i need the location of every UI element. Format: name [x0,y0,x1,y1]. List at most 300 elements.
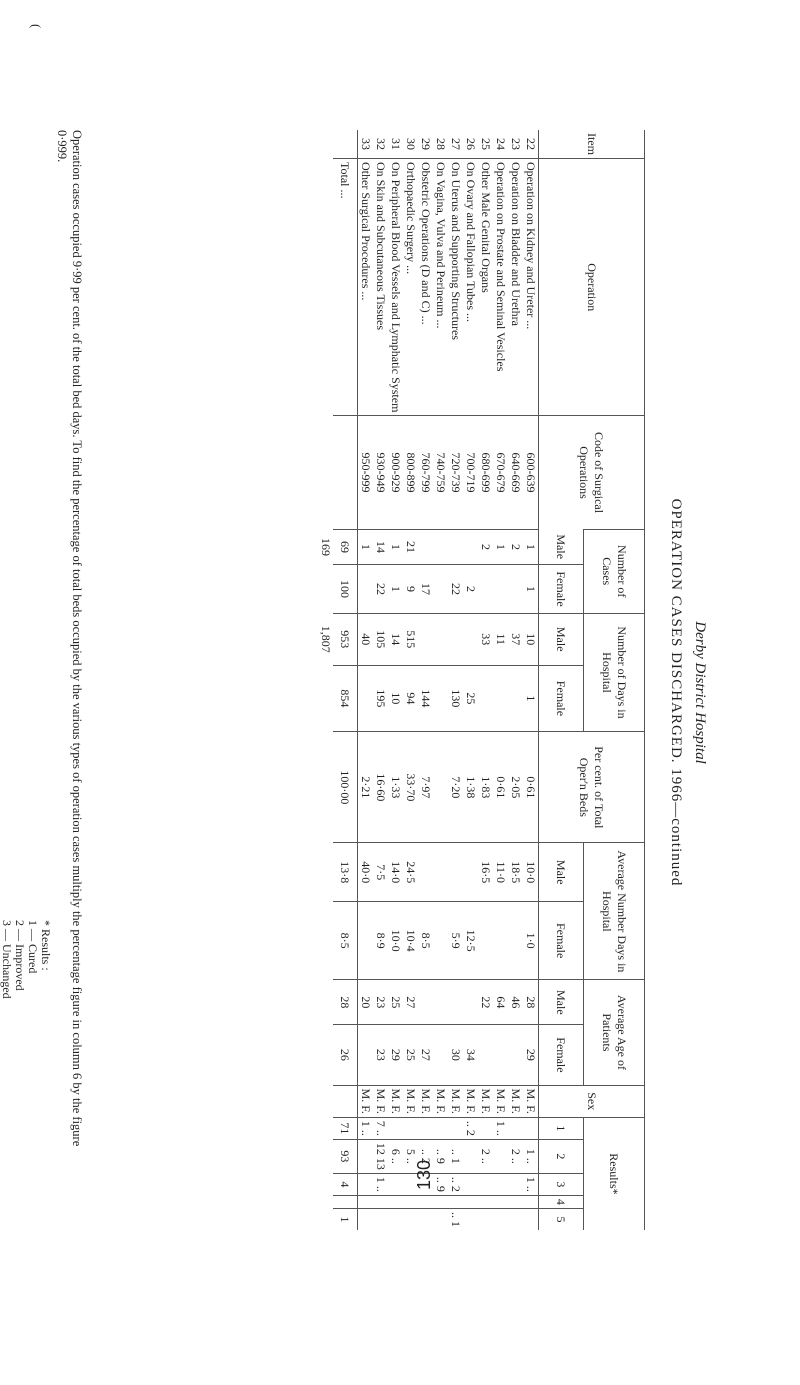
total-result-4 [333,1195,358,1208]
row-sex: M. F. [418,1085,433,1117]
row-sex: M. F. [493,1085,508,1117]
row-sex: M. F. [508,1085,523,1117]
blank-cell [318,565,333,614]
row-operation: Other Surgical Procedures ... [358,159,374,416]
row-avgdays-female: 10·4 [403,902,418,980]
header-num-days: Number of Days in Hospital [584,613,645,731]
row-cases-male [448,529,463,565]
blank-cell [318,159,333,416]
header-cases-male: Male [539,529,584,565]
row-code: 700-719 [463,416,478,529]
total-cases-female: 100 [333,565,358,614]
table-row [523,130,539,1230]
row-avgdays-female [493,902,508,980]
row-age-female [358,1025,374,1085]
row-operation: Operation on Kidney and Ureter ... [523,159,539,416]
header-num-cases: Number of Cases [584,529,645,613]
row-result-2: 6 .. [388,1139,403,1173]
row-days-male [433,613,448,665]
row-age-female: 29 [388,1025,403,1085]
row-cases-female [433,565,448,614]
row-days-male: 105 [373,613,388,665]
row-cases-female: 2 [463,565,478,614]
row-operation: On Peripheral Blood Vessels and Lymphatic System [388,159,403,416]
row-days-male: 11 [493,613,508,665]
row-avgdays-male: 7·5 [373,843,388,902]
combined-row [318,130,333,1230]
row-result-4 [403,1195,418,1208]
row-days-male [418,613,433,665]
row-cases-male: 1 [358,529,374,565]
combined-cases: 169 [319,537,333,556]
header-avgdays-female: Female [539,902,584,980]
row-age-female [508,1025,523,1085]
blank-cell [318,980,333,1025]
row-result-4 [463,1195,478,1208]
blank-cell [318,1117,333,1139]
row-pct: 1·83 [478,732,493,843]
row-pct: 0·61 [523,732,539,843]
total-result-2: 93 [333,1139,358,1173]
row-age-female [493,1025,508,1085]
legend-title: * Results : [39,920,53,971]
row-result-1: 1 .. [358,1117,374,1139]
blank-cell [318,416,333,529]
row-result-2: 1 .. [523,1139,539,1173]
row-avgdays-male: 14·0 [388,843,403,902]
total-pct: 100·00 [333,732,358,843]
row-avgdays-female: 8·9 [373,902,388,980]
row-age-male: 46 [508,980,523,1025]
row-result-5 [523,1208,539,1230]
row-code: 900-929 [388,416,403,529]
row-days-female: 144 [418,665,433,732]
row-sex: M. F. [463,1085,478,1117]
header-age-female: Female [539,1025,584,1085]
row-result-5 [373,1208,388,1230]
blank-cell [318,1085,333,1117]
row-item: 32 [374,138,388,150]
row-item: 27 [449,138,463,150]
total-item [333,130,358,159]
row-days-female: 10 [388,665,403,732]
margin-mark: ( [29,24,44,29]
row-age-male: 28 [523,980,539,1025]
row-result-2: .. 9 [433,1139,448,1173]
row-age-female: 27 [418,1025,433,1085]
row-sex: M. F. [433,1085,448,1117]
row-cases-male [433,529,448,565]
header-result-4: 4 [539,1195,584,1208]
row-cases-male [463,529,478,565]
row-code: 760-799 [418,416,433,529]
row-result-5 [403,1208,418,1230]
row-days-female [358,665,374,732]
total-days-female: 854 [333,665,358,732]
row-result-2: .. 2 [418,1139,433,1173]
row-item: 25 [479,138,493,150]
table-row [493,130,508,1230]
footnote-line-1: Operation cases occupied 9·99 per cent. of the total bed days. To find the percentage of total beds occupied by the various types of operation cases multiply the percentage figure in column 6 by the figure [70,130,84,1147]
row-pct: 7·97 [418,732,433,843]
row-avgdays-male [418,843,433,902]
page-title: OPERATION CASES DISCHARGED. 1966—continued [668,498,684,887]
row-days-female: 1 [523,665,539,732]
table-row [478,130,493,1230]
row-code: 720-739 [448,416,463,529]
header-pct-beds: Per cent. of Total Oper'n Beds [539,732,645,843]
row-pct: 1·33 [388,732,403,843]
row-item: 24 [494,138,508,150]
row-days-male: 515 [403,613,418,665]
row-result-5 [388,1208,403,1230]
row-operation: On Ovary and Fallopian Tubes ... [463,159,478,416]
row-pct: 0·61 [493,732,508,843]
row-operation: On Uterus and Supporting Structures [448,159,463,416]
row-result-4 [358,1195,374,1208]
total-days-male: 953 [333,613,358,665]
row-avgdays-female [358,902,374,980]
row-result-5 [418,1208,433,1230]
table-row [433,130,448,1230]
row-avgdays-female: 1·0 [523,902,539,980]
header-days-male: Male [539,613,584,665]
row-operation: Other Male Genital Organs [478,159,493,416]
header-results: Results* [584,1117,645,1230]
row-operation: On Vagina, Vulva and Perineum ... [433,159,448,416]
row-age-male [448,980,463,1025]
row-result-1: 7 .. [373,1117,388,1139]
row-operation: Operation on Bladder and Urethra [508,159,523,416]
row-days-male: 37 [508,613,523,665]
legend-item: 2 — Improved [13,920,27,991]
row-result-3: 1 .. [523,1173,539,1195]
row-result-1 [418,1117,433,1139]
row-code: 600-639 [523,416,539,529]
row-item: 23 [509,138,523,150]
row-age-female: 29 [523,1025,539,1085]
row-pct: 7·20 [448,732,463,843]
row-result-1 [433,1117,448,1139]
row-days-female [493,665,508,732]
total-age-female: 26 [333,1025,358,1085]
row-age-female: 34 [463,1025,478,1085]
row-operation: Obstetric Operations (D and C) ... [418,159,433,416]
row-pct: 2·21 [358,732,374,843]
row-age-male [418,980,433,1025]
row-cases-male [418,529,433,565]
row-result-4 [373,1195,388,1208]
row-days-male [463,613,478,665]
row-code: 800-899 [403,416,418,529]
table-row [373,130,388,1230]
combined-days: 1,807 [319,625,333,653]
row-avgdays-male: 16·5 [478,843,493,902]
row-cases-male: 1 [493,529,508,565]
total-age-male: 28 [333,980,358,1025]
operations-table [318,130,645,1230]
row-cases-female [358,565,374,614]
blank-cell [318,1025,333,1085]
row-avgdays-male: 11·0 [493,843,508,902]
row-avgdays-female: 10·0 [388,902,403,980]
row-result-2: 5 .. [403,1139,418,1173]
row-code: 950-999 [358,416,374,529]
row-avgdays-female [433,902,448,980]
row-result-4 [478,1195,493,1208]
blank-cell [318,1208,333,1230]
header-avg-days: Average Number Days in Hospital [584,843,645,980]
row-result-3: .. 9 [433,1173,448,1195]
header-result-1: 1 [539,1117,584,1139]
row-result-5 [478,1208,493,1230]
row-age-male: 22 [478,980,493,1025]
row-cases-male: 14 [373,529,388,565]
header-age-male: Male [539,980,584,1025]
total-sex [333,1085,358,1117]
row-age-female: 25 [403,1025,418,1085]
running-header: Derby District Hospital [692,621,708,764]
results-legend [0,920,52,1031]
row-result-2: .. 1 [448,1139,463,1173]
row-result-1 [448,1117,463,1139]
row-avgdays-male: 24·5 [403,843,418,902]
row-pct: 33·70 [403,732,418,843]
row-cases-female [478,565,493,614]
header-item: Item [539,130,645,159]
row-days-female: 130 [448,665,463,732]
row-sex: M. F. [388,1085,403,1117]
row-sex: M. F. [523,1085,539,1117]
row-result-1 [403,1117,418,1139]
row-age-male [463,980,478,1025]
header-avg-age: Average Age of Patients [584,980,645,1085]
blank-cell [318,732,333,843]
header-days-female: Female [539,665,584,732]
row-pct: 2·05 [508,732,523,843]
row-result-2: 2 .. [478,1139,493,1173]
row-result-2: 2 .. [508,1139,523,1173]
legend-item: 1 — Cured [26,920,40,974]
row-result-4 [388,1195,403,1208]
row-avgdays-male [448,843,463,902]
row-cases-female: 1 [523,565,539,614]
total-row [333,130,358,1230]
row-result-4 [523,1195,539,1208]
row-days-male: 33 [478,613,493,665]
row-sex: M. F. [403,1085,418,1117]
blank-cell [318,902,333,980]
row-result-5 [433,1208,448,1230]
row-result-1 [508,1117,523,1139]
row-age-male: 64 [493,980,508,1025]
row-days-female: 195 [373,665,388,732]
row-result-5 [358,1208,374,1230]
row-result-3: .. 2 [448,1173,463,1195]
table-body [318,130,539,1230]
row-cases-female: 22 [448,565,463,614]
row-result-1 [478,1117,493,1139]
blank-cell [318,665,333,732]
row-item: 33 [359,138,373,150]
row-result-4 [448,1195,463,1208]
row-result-5 [508,1208,523,1230]
row-result-3 [493,1173,508,1195]
row-result-2 [463,1139,478,1173]
row-avgdays-male: 18·5 [508,843,523,902]
header-result-5: 5 [539,1208,584,1230]
total-result-5: 1 [333,1208,358,1230]
row-item: 28 [434,138,448,150]
table-row [418,130,433,1230]
row-cases-female [493,565,508,614]
row-result-2 [358,1139,374,1173]
row-avgdays-male: 40·0 [358,843,374,902]
blank-cell [318,843,333,902]
row-result-1 [388,1117,403,1139]
row-age-male: 27 [403,980,418,1025]
row-days-female [478,665,493,732]
row-result-1: 1 .. [493,1117,508,1139]
row-avgdays-female [508,902,523,980]
row-avgdays-male [463,843,478,902]
row-result-3 [358,1173,374,1195]
row-days-female: 25 [463,665,478,732]
header-cases-female: Female [539,565,584,614]
row-age-male [433,980,448,1025]
row-result-5 [493,1208,508,1230]
row-cases-male: 2 [508,529,523,565]
row-result-1: .. 2 [463,1117,478,1139]
row-avgdays-female: 12·5 [463,902,478,980]
row-code: 640-669 [508,416,523,529]
row-result-4 [508,1195,523,1208]
total-cases-male: 69 [333,529,358,565]
row-age-female [433,1025,448,1085]
row-code: 930-949 [373,416,388,529]
row-result-1 [523,1117,539,1139]
row-result-4 [433,1195,448,1208]
row-result-3 [508,1173,523,1195]
row-age-male: 20 [358,980,374,1025]
row-code: 680-699 [478,416,493,529]
row-result-5: .. 1 [448,1208,463,1230]
row-pct: 16·60 [373,732,388,843]
table-row [463,130,478,1230]
row-pct [433,732,448,843]
row-cases-female: 17 [418,565,433,614]
row-cases-female: 22 [373,565,388,614]
blank-cell [318,1195,333,1208]
row-result-2 [493,1139,508,1173]
row-avgdays-female [478,902,493,980]
row-result-3 [388,1173,403,1195]
row-result-4 [493,1195,508,1208]
table-row [508,130,523,1230]
header-sex: Sex [539,1085,645,1117]
row-cases-male: 1 [388,529,403,565]
row-age-female: 30 [448,1025,463,1085]
row-result-2: 12 13 [373,1139,388,1173]
row-days-male: 14 [388,613,403,665]
total-code [333,416,358,529]
row-result-3 [463,1173,478,1195]
table-row [358,130,374,1230]
total-result-1: 71 [333,1117,358,1139]
footnote [54,130,84,1330]
blank-cell [318,130,333,159]
row-cases-female [508,565,523,614]
row-result-5 [463,1208,478,1230]
row-cases-male: 21 [403,529,418,565]
row-avgdays-female: 8·5 [418,902,433,980]
row-age-male: 23 [373,980,388,1025]
table-row [448,130,463,1230]
row-avgdays-female: 5·9 [448,902,463,980]
blank-cell [318,1139,333,1173]
row-sex: M. F. [373,1085,388,1117]
row-days-female [508,665,523,732]
row-sex: M. F. [358,1085,374,1117]
row-operation: On Skin and Subcutaneous Tissues [373,159,388,416]
total-avgdays-male: 13·8 [333,843,358,902]
row-item: 31 [389,138,403,150]
row-result-4 [418,1195,433,1208]
row-cases-male: 1 [523,529,539,565]
header-result-3: 3 [539,1173,584,1195]
row-age-female: 23 [373,1025,388,1085]
row-days-male: 40 [358,613,374,665]
header-operation: Operation [539,159,645,416]
total-result-3: 4 [333,1173,358,1195]
row-days-female [433,665,448,732]
row-sex: M. F. [448,1085,463,1117]
row-pct: 1·38 [463,732,478,843]
row-code: 740-759 [433,416,448,529]
row-age-female [478,1025,493,1085]
header-code: Code of Surgical Operations [539,416,645,529]
row-code: 670-679 [493,416,508,529]
row-avgdays-male [433,843,448,902]
row-item: 30 [404,138,418,150]
row-age-male: 25 [388,980,403,1025]
table-row [403,130,418,1230]
row-days-male: 10 [523,613,539,665]
header-avgdays-male: Male [539,843,584,902]
legend-item: 3 — Unchanged [0,920,14,999]
row-days-male [448,613,463,665]
header-result-2: 2 [539,1139,584,1173]
row-sex: M. F. [478,1085,493,1117]
footnote-line-2: 0·999. [55,130,69,163]
row-days-female: 94 [403,665,418,732]
row-item: 29 [419,138,433,150]
table-row [388,130,403,1230]
row-result-3: 1 .. [373,1173,388,1195]
row-item: 22 [524,138,538,150]
page-number: 130 [414,1159,434,1190]
total-label: Total ... [333,159,358,416]
row-cases-female: 1 [388,565,403,614]
row-cases-male: 2 [478,529,493,565]
total-avgdays-female: 8·5 [333,902,358,980]
row-avgdays-male: 10·0 [523,843,539,902]
blank-cell [318,1173,333,1195]
row-item: 26 [464,138,478,150]
row-result-3 [478,1173,493,1195]
row-cases-female: 9 [403,565,418,614]
row-operation: Orthopaedic Surgery ... [403,159,418,416]
